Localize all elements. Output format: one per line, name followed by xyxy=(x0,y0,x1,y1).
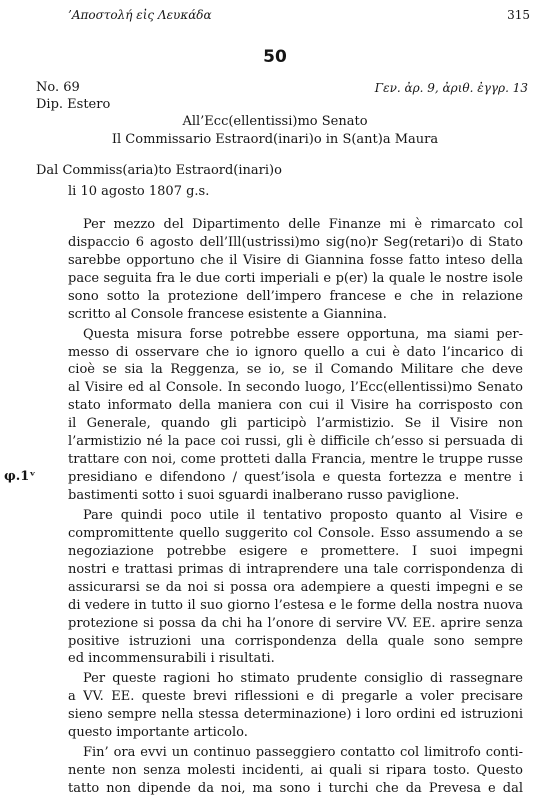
body-line: negoziazione potrebbe esigere e promettere. I suoi impegni xyxy=(68,544,523,559)
department: Dip. Estero xyxy=(36,97,111,112)
body-line: sieno sempre nella stessa determinazione) i loro ordini ed istruzioni xyxy=(68,707,523,722)
body-line: l’armistizio né la pace coi russi, gli è difficile ch’esso si persuada di xyxy=(68,434,523,449)
body-line: Fin’ ora evvi un continuo passeggiero contatto col limitrofo conti- xyxy=(83,745,523,760)
from-place: Dal Commiss(aria)to Estraord(inari)o xyxy=(36,163,282,178)
body-line: compromittente quello suggerito col Console. Esso assumendo a se xyxy=(68,526,523,541)
body-line: protezione si possa da chi ha l’onore di servire VV. EE. aprire senza xyxy=(68,616,523,631)
body-line: di vedere in tutto il suo giorno l’estesa e le forme della nostra nuova xyxy=(68,598,523,613)
body-line: cioè se sia la Reggenza, se io, se il Comando Militare che deve xyxy=(68,362,523,377)
addressee: All’Ecc(ellentissi)mo Senato xyxy=(182,114,368,129)
body-line: positive istruzioni una corrispondenza della quale sono sempre xyxy=(68,634,523,649)
document-no: No. 69 xyxy=(36,80,80,95)
body-line: Per mezzo del Dipartimento delle Finanze mi è rimarcato col xyxy=(83,217,523,232)
body-line: nostri e trattasi primas di intraprendere una tale corrispondenza di xyxy=(68,562,523,577)
running-title: ’Αποστολή εἰς Λευκάδα xyxy=(68,8,212,22)
body-line: scritto al Console francese esistente a Giannina. xyxy=(68,307,387,322)
body-line: stato informato della maniera con cui il Visire ha corrisposto con xyxy=(68,398,523,413)
document-number: 50 xyxy=(263,47,287,67)
running-head xyxy=(68,8,530,22)
body-line: trattare con noi, come protteti dalla Francia, mentre le truppe russe xyxy=(68,452,523,467)
letter-date: li 10 agosto 1807 g.s. xyxy=(68,184,210,199)
body-line: Questa misura forse potrebbe essere opportuna, ma siami per- xyxy=(83,327,523,342)
body-line: nente non senza molesti incidenti, ai quali si ripara tosto. Questo xyxy=(68,763,523,778)
body-line: sarebbe opportuno che il Visire di Giannina fosse fatto inteso della xyxy=(68,253,523,268)
body-line: assicurarsi se da noi si possa ora adempiere a questi impegni e se xyxy=(68,580,523,595)
body-line: ed incommensurabili i risultati. xyxy=(68,651,275,666)
body-line: pace seguita fra le due corti imperiali e p(er) la quale le nostre isole xyxy=(68,271,523,286)
body-line: a VV. EE. queste brevi riflessioni e di pregarle a voler precisare xyxy=(68,689,523,704)
archive-reference: Γεν. ἀρ. 9, ἀριθ. ἐγγρ. 13 xyxy=(374,81,528,95)
body-line: il Generale, quando gli participò l’armistizio. Se il Visire non xyxy=(68,416,523,431)
folio-margin-note: φ.1ᵛ xyxy=(4,469,36,484)
body-line: messo di osservare che io ignoro quello a cui è dato l’incarico di xyxy=(68,345,523,360)
body-line: questo importante articolo. xyxy=(68,725,248,740)
body-line: Pare quindi poco utile il tentativo proposto quanto al Visire e xyxy=(83,508,523,523)
body-line: sono sotto la protezione dell’impero francese e che in relazione xyxy=(68,289,523,304)
sender: Il Commissario Estraord(inari)o in S(ant)a Maura xyxy=(111,132,439,147)
body-line: Per queste ragioni ho stimato prudente consiglio di rassegnare xyxy=(83,671,523,686)
body-line: dispaccio 6 agosto dell’Ill(ustrissi)mo sig(no)r Seg(retari)o di Stato xyxy=(68,235,523,250)
body-line: tatto non dipende da noi, ma sono i turchi che da Prevesa e dal xyxy=(68,781,523,796)
body-line: bastimenti sotto i suoi sguardi inalberano russo paviglione. xyxy=(68,488,460,503)
body-line: presidiano e difendono / quest’isola e questa fortezza e mentre i xyxy=(68,470,523,485)
page-number: 315 xyxy=(507,8,530,22)
body-line: al Visire ed al Console. In secondo luogo, l’Ecc(ellentissi)mo Senato xyxy=(68,380,523,395)
